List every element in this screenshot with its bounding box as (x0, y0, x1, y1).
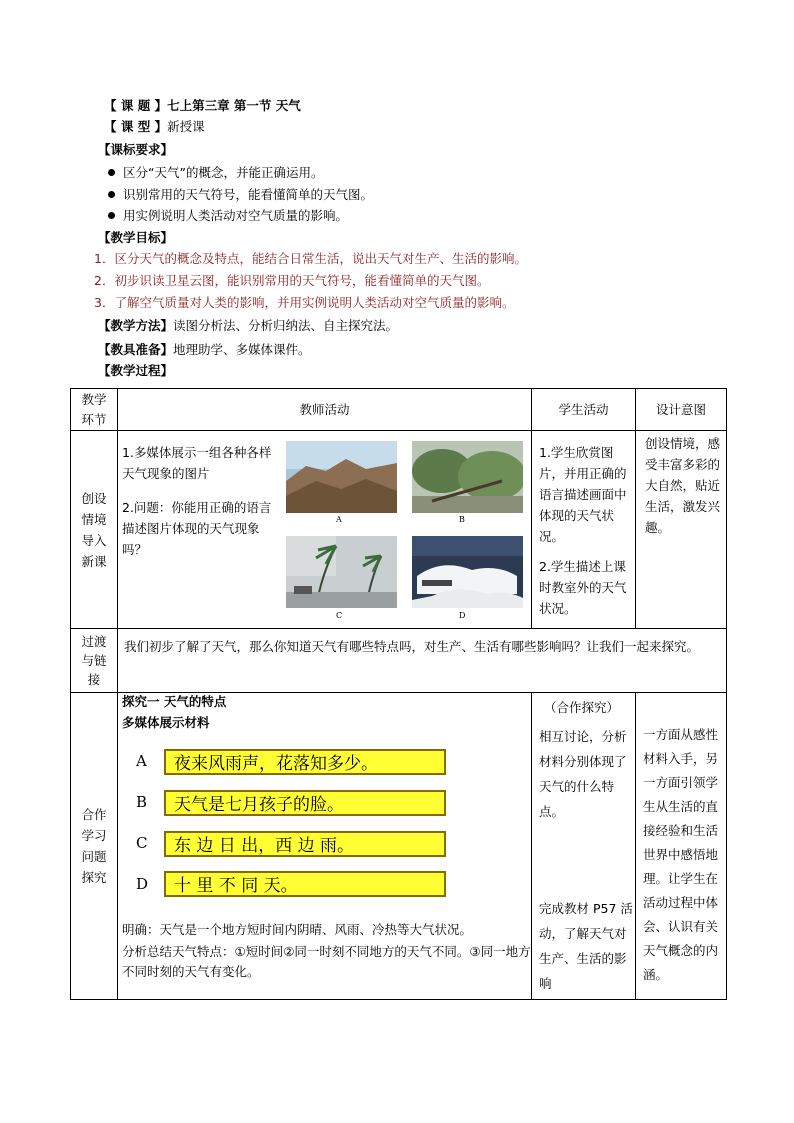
student-step-2: 2.学生描述上课时教室外的天气状况。 (539, 559, 627, 616)
intent-inquiry-text: 一方面从感性材料入手，另一方面引领学生从生活的直接经验和生活世界中感悟地理。让学生在活动过程中体会、认识有关天气概念的内涵。 (643, 727, 719, 982)
photo-c-typhoon (286, 536, 397, 608)
clarify-text: 明确：天气是一个地方短时间内阴晴、风雨、冷热等大气状况。 (122, 922, 473, 937)
header-student: 学生活动 (532, 389, 636, 431)
goal-item: 1．区分天气的概念及特点，能结合日常生活，说出天气对生产、生活的影响。 (94, 251, 527, 266)
standard-item: 用实例说明人类活动对空气质量的影响。 (108, 206, 348, 225)
transition-text: 我们初步了解了天气，那么你知道天气有哪些特点吗，对生产、生活有哪些影响吗？让我们一起来探究。 (118, 629, 727, 693)
material-box: 十 里 不 同 天。 (164, 871, 446, 897)
stage-transition: 过渡与链接 (71, 629, 118, 693)
student-inquiry-2: 完成教材 P57 活动，了解天气对生产、生活的影响 (539, 901, 633, 991)
teacher-step-2: 2.问题：你能用正确的语言描述图片体现的天气现象吗？ (122, 500, 272, 557)
material-letter: C (136, 834, 148, 852)
methods-line: 【教学方法】读图分析法、分析归纳法、自主探究法。 (98, 318, 399, 333)
caption-d: D (459, 611, 466, 620)
goals-heading: 【教学目标】 (98, 230, 174, 245)
goal-item: 3．了解空气质量对人类的影响，并用实例说明人类活动对空气质量的影响。 (94, 295, 515, 310)
caption-b: B (459, 515, 465, 524)
material-box: 夜来风雨声，花落知多少。 (164, 749, 446, 775)
header-teacher: 教师活动 (118, 389, 532, 431)
process-heading: 【教学过程】 (98, 363, 174, 378)
standards-heading: 【课标要求】 (98, 142, 174, 157)
photo-b-storm-trees (412, 441, 523, 513)
inquiry-title: 探究一 天气的特点 (122, 694, 227, 709)
goal-item: 2．初步识读卫星云图，能识别常用的天气符号，能看懂简单的天气图。 (94, 273, 490, 288)
caption-c: C (336, 611, 343, 620)
stage-inquiry: 合作学习问题探究 (71, 693, 118, 1000)
header-intent: 设计意图 (636, 389, 727, 431)
material-box: 天气是七月孩子的脸。 (164, 790, 446, 816)
type-line: 【 课 型 】新授课 (104, 119, 205, 134)
topic-line: 【 课 题 】七上第三章 第一节 天气 (104, 98, 301, 113)
student-inquiry-1: 相互讨论，分析材料分别体现了天气的什么特点。 (539, 729, 627, 819)
inquiry-subtitle: 多媒体展示材料 (122, 715, 210, 730)
material-letter: B (136, 793, 148, 811)
standard-item: 识别常用的天气符号，能看懂简单的天气图。 (108, 185, 373, 204)
student-inquiry-title: （合作探究） (544, 700, 620, 715)
material-letter: A (136, 752, 147, 770)
teacher-step-1: 1.多媒体展示一组各种各样天气现象的图片 (122, 445, 272, 481)
photo-d-snow-cars (412, 536, 523, 608)
photo-a-mountains (286, 441, 397, 513)
tools-line: 【教具准备】地理助学、多媒体课件。 (98, 342, 311, 357)
summary-text: 分析总结天气特点：①短时间②同一时刻不同地方的天气不同。③同一地方不同时刻的天气有变化。 (122, 944, 531, 979)
student-step-1: 1.学生欣赏图片，并用正确的语言描述画面中体现的天气状况。 (539, 445, 627, 544)
stage-intro: 创设情境导入新课 (71, 431, 118, 629)
material-letter: D (136, 875, 149, 893)
standard-item: 区分“天气”的概念，并能正确运用。 (108, 163, 323, 182)
caption-a: A (336, 515, 342, 524)
material-box: 东 边 日 出，西 边 雨。 (164, 831, 446, 857)
intent-intro-text: 创设情境，感受丰富多彩的大自然，贴近生活，激发兴趣。 (645, 436, 721, 535)
header-stage: 教学环节 (71, 389, 118, 431)
